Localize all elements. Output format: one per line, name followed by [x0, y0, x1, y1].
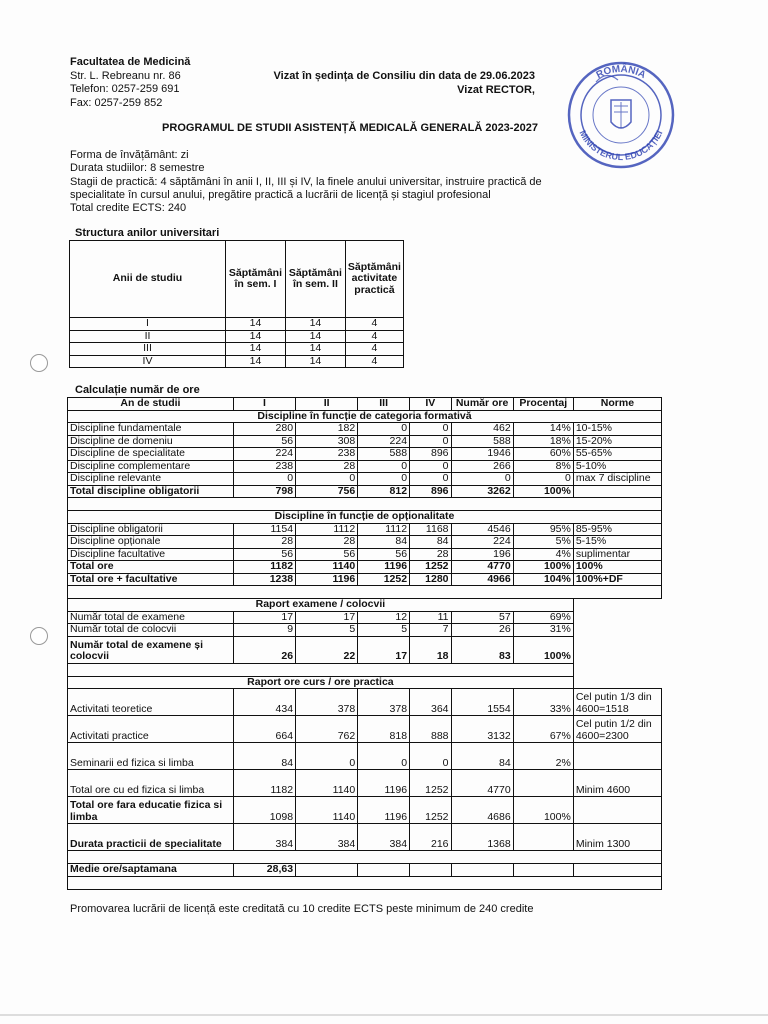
cell: 5 [358, 624, 410, 637]
table-row [68, 460, 662, 473]
cell: 378 [358, 689, 410, 716]
institution-block [70, 56, 190, 110]
cell: 1238 [233, 573, 295, 586]
cell: 84 [233, 743, 295, 770]
cell: 280 [233, 423, 295, 436]
cell [513, 824, 573, 851]
table-row [70, 330, 404, 343]
formative-total [68, 485, 662, 498]
scan-edge [0, 1014, 768, 1016]
cell: 308 [296, 435, 358, 448]
row-label: Număr total de colocvii [68, 624, 234, 637]
cell: 888 [410, 716, 451, 743]
cell: 1252 [410, 770, 451, 797]
table-row [68, 636, 662, 663]
cell: 4% [513, 548, 573, 561]
cell: 12 [358, 611, 410, 624]
stamp-top-text: ROMÂNIA [594, 63, 648, 82]
optional-rows [68, 523, 662, 561]
table-row [68, 716, 662, 743]
cell: 100% [513, 797, 573, 824]
cell: Minim 1300 [573, 824, 661, 851]
section-row [68, 410, 662, 423]
cell: 60% [513, 448, 573, 461]
structure-table [69, 240, 404, 368]
header-cell: Săptămâni în sem. I [226, 241, 286, 318]
table-row [68, 548, 662, 561]
cell: 55-65% [573, 448, 661, 461]
table-row [68, 797, 662, 824]
cell: 17 [296, 611, 358, 624]
optional-totals [68, 561, 662, 586]
cell: 5 [296, 624, 358, 637]
cell: 1196 [358, 770, 410, 797]
cell: Cel putin 1/2 din 4600=2300 [573, 716, 661, 743]
cell: 95% [513, 523, 573, 536]
cell: 462 [451, 423, 513, 436]
cell: 8% [513, 460, 573, 473]
official-stamp [566, 60, 676, 170]
exam-rows [68, 611, 662, 636]
exam-total [68, 636, 662, 663]
average-row [68, 864, 662, 877]
cell: 0 [410, 423, 451, 436]
cell: 31% [513, 624, 573, 637]
cell: 18 [410, 636, 451, 663]
cell: 0 [358, 460, 410, 473]
cell: 4686 [451, 797, 513, 824]
total-credits: Total credite ECTS: 240 [70, 202, 187, 215]
duration: Durata studiilor: 8 semestre [70, 162, 205, 175]
row-label: Număr total de examene [68, 611, 234, 624]
cell: 812 [358, 485, 410, 498]
row-label: Total ore fara educatie fizica si limba [68, 797, 234, 824]
cell: 818 [358, 716, 410, 743]
cell: 10-15% [573, 423, 661, 436]
cell: 104% [513, 573, 573, 586]
cell: 588 [451, 435, 513, 448]
cell: 100% [513, 485, 573, 498]
table-row [68, 743, 662, 770]
table-row [68, 689, 662, 716]
cell: 1252 [410, 561, 451, 574]
cell: suplimentar [573, 548, 661, 561]
row-label: Seminarii ed fizica si limba [68, 743, 234, 770]
table-row [68, 573, 662, 586]
phone: Telefon: 0257-259 691 [70, 83, 180, 95]
cell: 28 [233, 536, 295, 549]
cell: 100% [513, 561, 573, 574]
cell: IV [70, 355, 226, 368]
cell: 4 [345, 318, 403, 331]
row-label: Număr total de examene și colocvii [68, 636, 234, 663]
page-title: PROGRAMUL DE STUDII ASISTENȚĂ MEDICALĂ GENERALĂ 2023-2027 [162, 122, 538, 134]
cell: 5-10% [573, 460, 661, 473]
cell: 5-15% [573, 536, 661, 549]
cell: 28 [296, 460, 358, 473]
cell [573, 743, 661, 770]
structure-title: Structura anilor universitari [75, 227, 220, 239]
cell: 57 [451, 611, 513, 624]
section-row [68, 676, 662, 689]
cell: 1154 [233, 523, 295, 536]
header-cell: Număr ore [451, 398, 513, 411]
cell: 1196 [296, 573, 358, 586]
cell: 4 [345, 343, 403, 356]
cell: 3132 [451, 716, 513, 743]
cell: 238 [296, 448, 358, 461]
cell: 1182 [233, 561, 295, 574]
cell: 84 [451, 743, 513, 770]
cell: 17 [233, 611, 295, 624]
cell: 384 [233, 824, 295, 851]
spacer-row [68, 876, 662, 889]
cell: 100%+DF [573, 573, 661, 586]
section-title: Raport ore curs / ore practica [68, 676, 574, 689]
cell: 1140 [296, 770, 358, 797]
cell: 33% [513, 689, 573, 716]
spacer-row [68, 498, 662, 511]
section-title: Discipline în funcție de categoria formativă [68, 410, 662, 423]
cell: 15-20% [573, 435, 661, 448]
cell: 14 [285, 355, 345, 368]
cell: 4770 [451, 770, 513, 797]
punch-hole [30, 627, 48, 645]
spacer-row [68, 851, 662, 864]
cell: 216 [410, 824, 451, 851]
table-row [68, 824, 662, 851]
cell: 69% [513, 611, 573, 624]
section-title: Discipline în funcție de opționalitate [68, 511, 662, 524]
table-row [70, 318, 404, 331]
row-label: Total ore cu ed fizica si limba [68, 770, 234, 797]
cell: 85-95% [573, 523, 661, 536]
cell: max 7 discipline [573, 473, 661, 486]
cell: 4770 [451, 561, 513, 574]
cell: 0 [451, 473, 513, 486]
header-cell: IV [410, 398, 451, 411]
table-row [68, 536, 662, 549]
cell: 9 [233, 624, 295, 637]
cell: 26 [451, 624, 513, 637]
cell: 364 [410, 689, 451, 716]
row-label: Discipline relevante [68, 473, 234, 486]
table-row [70, 343, 404, 356]
cell: 17 [358, 636, 410, 663]
cell: 28 [296, 536, 358, 549]
section-row [68, 511, 662, 524]
row-label: Activitati teoretice [68, 689, 234, 716]
cell: 896 [410, 448, 451, 461]
cell: 1196 [358, 561, 410, 574]
cell: 14 [226, 355, 286, 368]
table-row [68, 611, 662, 624]
row-label: Discipline fundamentale [68, 423, 234, 436]
table-row [68, 523, 662, 536]
cell: 1252 [410, 797, 451, 824]
cell: 4 [345, 355, 403, 368]
program-info [70, 149, 570, 215]
cell: 4546 [451, 523, 513, 536]
cell: 434 [233, 689, 295, 716]
cell: 1946 [451, 448, 513, 461]
section-title: Raport examene / colocvii [68, 599, 574, 612]
cell: 798 [233, 485, 295, 498]
header-cell: Procentaj [513, 398, 573, 411]
cell: 0 [358, 743, 410, 770]
approval-block [260, 70, 535, 97]
cell: 67% [513, 716, 573, 743]
cell: 0 [513, 473, 573, 486]
cell: 56 [233, 548, 295, 561]
cell: 1554 [451, 689, 513, 716]
cell: 0 [233, 473, 295, 486]
cell: III [70, 343, 226, 356]
header-cell: An de studii [68, 398, 234, 411]
cell: 22 [296, 636, 358, 663]
row-label: Total discipline obligatorii [68, 485, 234, 498]
header-cell: Săptămâni în sem. II [285, 241, 345, 318]
cell: 224 [358, 435, 410, 448]
calc-title: Calculație număr de ore [75, 384, 200, 396]
table-row [68, 770, 662, 797]
cell: 4 [345, 330, 403, 343]
cell: 0 [410, 435, 451, 448]
cell: 0 [296, 743, 358, 770]
cell: 1140 [296, 561, 358, 574]
row-label: Discipline de specialitate [68, 448, 234, 461]
cell: 26 [233, 636, 295, 663]
row-label: Discipline facultative [68, 548, 234, 561]
cell: 1368 [451, 824, 513, 851]
cell: 100% [573, 561, 661, 574]
table-row [68, 485, 662, 498]
cell: Cel putin 1/3 din 4600=1518 [573, 689, 661, 716]
cell: 14% [513, 423, 573, 436]
cell: 756 [296, 485, 358, 498]
cell: 0 [296, 473, 358, 486]
cell: II [70, 330, 226, 343]
cell: 896 [410, 485, 451, 498]
cell: 14 [226, 343, 286, 356]
cell: 1098 [233, 797, 295, 824]
section-row [68, 599, 662, 612]
rector-approval: Vizat RECTOR, [457, 83, 535, 96]
cell: 14 [285, 318, 345, 331]
row-label: Activitati practice [68, 716, 234, 743]
cell: 378 [296, 689, 358, 716]
punch-hole [30, 354, 48, 372]
cell: 14 [226, 318, 286, 331]
internships: Stagii de practică: 4 săptămâni în anii I, II, III și IV, la finele anului universitar, instruire practică de specialitate în cursul anului, pregătire practică a lucrării de licență și stagiul profesional [70, 175, 542, 201]
row-label: Total ore + facultative [68, 573, 234, 586]
header-cell: III [358, 398, 410, 411]
faculty-name: Facultatea de Medicină [70, 56, 191, 68]
cell: 1196 [358, 797, 410, 824]
cell: 56 [233, 435, 295, 448]
cell [573, 485, 661, 498]
cell: 84 [410, 536, 451, 549]
cell: 384 [358, 824, 410, 851]
table-row [68, 561, 662, 574]
row-label: Discipline complementare [68, 460, 234, 473]
average-value: 28,63 [233, 864, 295, 877]
cell: 4966 [451, 573, 513, 586]
cell: 83 [451, 636, 513, 663]
cell: 1252 [358, 573, 410, 586]
form-of-education: Forma de învățământ: zi [70, 149, 189, 161]
cell: 14 [226, 330, 286, 343]
formative-rows [68, 423, 662, 486]
table-row [68, 448, 662, 461]
cell: 182 [296, 423, 358, 436]
cell: 18% [513, 435, 573, 448]
table-header-row [70, 241, 404, 318]
cell: 762 [296, 716, 358, 743]
cell: 238 [233, 460, 295, 473]
table-row [68, 473, 662, 486]
svg-text:ROMÂNIA [595, 62, 648, 81]
header-cell: Anii de studiu [70, 241, 226, 318]
cell: 224 [451, 536, 513, 549]
row-label: Durata practicii de specialitate [68, 824, 234, 851]
cell: 0 [358, 473, 410, 486]
cell: 56 [358, 548, 410, 561]
hours-table [67, 397, 662, 890]
header-cell: II [296, 398, 358, 411]
fax: Fax: 0257-259 852 [70, 96, 163, 109]
cell: 0 [410, 473, 451, 486]
cell: 1182 [233, 770, 295, 797]
row-label: Discipline opționale [68, 536, 234, 549]
cell: 7 [410, 624, 451, 637]
table-row [68, 624, 662, 637]
cell: 3262 [451, 485, 513, 498]
header-cell: Norme [573, 398, 661, 411]
spacer-row [68, 663, 662, 676]
table-row [68, 435, 662, 448]
footer-note: Promovarea lucrării de licență este creditată cu 10 credite ECTS peste minimum de 240 credite [70, 903, 534, 915]
cell: 266 [451, 460, 513, 473]
stamp-bottom-text: MINISTERUL EDUCAȚIEI [577, 128, 665, 163]
average-label: Medie ore/saptamana [68, 864, 234, 877]
cell: Minim 4600 [573, 770, 661, 797]
table-header-row [68, 398, 662, 411]
cell [513, 770, 573, 797]
cell: 1140 [296, 797, 358, 824]
course-totals [68, 797, 662, 851]
cell: 0 [410, 460, 451, 473]
council-approval: Vizat în ședința de Consiliu din data de 29.06.2023 [273, 70, 535, 82]
cell: 14 [285, 343, 345, 356]
course-rows [68, 689, 662, 797]
table-row [70, 355, 404, 368]
cell: 56 [296, 548, 358, 561]
row-label: Total ore [68, 561, 234, 574]
spacer-row [68, 586, 662, 599]
cell: 84 [358, 536, 410, 549]
cell [573, 797, 661, 824]
cell: 1112 [296, 523, 358, 536]
cell: I [70, 318, 226, 331]
cell: 588 [358, 448, 410, 461]
cell: 196 [451, 548, 513, 561]
cell: 664 [233, 716, 295, 743]
cell: 1112 [358, 523, 410, 536]
cell: 0 [358, 423, 410, 436]
cell: 100% [513, 636, 573, 663]
cell: 224 [233, 448, 295, 461]
table-row [68, 423, 662, 436]
cell: 1168 [410, 523, 451, 536]
cell: 2% [513, 743, 573, 770]
cell: 5% [513, 536, 573, 549]
header-cell: I [233, 398, 295, 411]
row-label: Discipline de domeniu [68, 435, 234, 448]
cell: 11 [410, 611, 451, 624]
cell: 14 [285, 330, 345, 343]
cell: 384 [296, 824, 358, 851]
address: Str. L. Rebreanu nr. 86 [70, 69, 181, 82]
cell: 28 [410, 548, 451, 561]
cell: 0 [410, 743, 451, 770]
row-label: Discipline obligatorii [68, 523, 234, 536]
header-cell: Săptămâni activitate practică [345, 241, 403, 318]
cell: 1280 [410, 573, 451, 586]
